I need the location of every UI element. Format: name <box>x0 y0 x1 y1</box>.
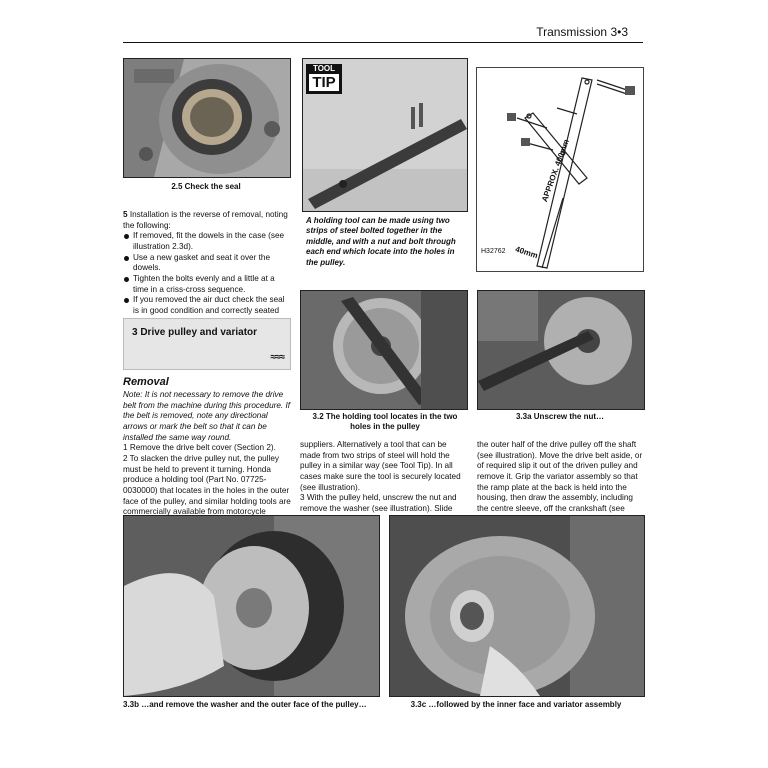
section-header <box>123 318 291 370</box>
diagram-dim-40: 40mm <box>514 244 539 261</box>
col3-text <box>477 440 643 525</box>
col2-para: suppliers. Alternatively a tool that can be made from two strips of steel will hold the pulley in a similar way (see Tool Tip). In all cases make sure the tool is securely located (see illustration). <box>300 440 461 492</box>
tool-tip-caption: A holding tool can be made using two strips of steel bolted together in the middle, and with a nut and bolt through each end which locate into the holes in the pulley. <box>306 216 456 267</box>
photo-remove-washer <box>123 515 380 697</box>
tool-tip-badge <box>306 64 342 94</box>
bullet-4: If you removed the air duct check the seal is in good condition and correctly seated <box>123 295 289 327</box>
caption-3-2: 3.2 The holding tool locates in the two holes in the pulley <box>312 412 458 431</box>
removal-step2: 2 To slacken the drive pulley nut, the pulley must be held to prevent it turning. Honda produce a holding tool (Part No. 07725-0030000) that locates in the holes in the outer face of the pulley, and similar holding tools are commercially available from motorcycle <box>123 453 291 517</box>
photo-inner-face-variator <box>389 515 645 697</box>
col2-text <box>300 440 468 515</box>
caption-3-3b: 3.3b …and remove the washer and the outer face of the pulley… <box>123 700 367 709</box>
removal-note: Note: It is not necessary to remove the drive belt from the machine during this procedure. If the belt is removed, note any directional arrows or mark the belt so that it can be installed the same way round. <box>123 390 291 442</box>
step5-text: Installation is the reverse of removal, noting the following: <box>123 210 288 230</box>
removal-step1: 1 Remove the drive belt cover (Section 2). <box>123 443 276 453</box>
bullet-2: Use a new gasket and seat it over the dowels. <box>123 253 289 274</box>
tool-tip-badge-line2: TIP <box>309 74 339 91</box>
tool-tip-badge-line1: TOOL <box>312 64 336 73</box>
bullet-1: If removed, fit the dowels in the case (see illustration 2.3d). <box>123 231 289 252</box>
header-rule <box>123 42 643 43</box>
caption-3-3a: 3.3a Unscrew the nut… <box>515 412 605 421</box>
diagram-ref: H32762 <box>481 248 506 255</box>
difficulty-icon: ≈≈≈ <box>270 352 284 363</box>
step5-number: 5 <box>123 210 128 219</box>
bullet-3: Tighten the bolts evenly and a little at a time in a criss-cross sequence. <box>123 274 289 295</box>
photo-check-seal <box>123 58 291 178</box>
removal-heading: Removal <box>123 376 169 388</box>
photo-holding-tool-pulley <box>300 290 468 410</box>
removal-text <box>123 390 291 518</box>
col3-para: the outer half of the drive pulley off the shaft (see illustration). Move the drive belt aside, or of required slip it out of the driven pulley and remove it. Grip the variator assembly so that the ramp plate at the back is held into the housing, then draw the assembly, including the centre sleeve, off the crankshaft (see <box>477 440 643 513</box>
col1-text <box>123 210 289 327</box>
section-title: 3 Drive pulley and variator <box>132 327 258 338</box>
caption-2-5: 2.5 Check the seal <box>171 182 241 191</box>
photo-unscrew-nut <box>477 290 645 410</box>
diagram-dim-400: APPROX. 400mm <box>540 138 571 204</box>
page-header: Transmission 3•3 <box>536 25 628 39</box>
col2-step3: 3 With the pulley held, unscrew the nut and remove the washer (see illustration). Slide <box>300 493 457 513</box>
caption-3-3c: 3.3c …followed by the inner face and variator assembly <box>410 700 622 709</box>
